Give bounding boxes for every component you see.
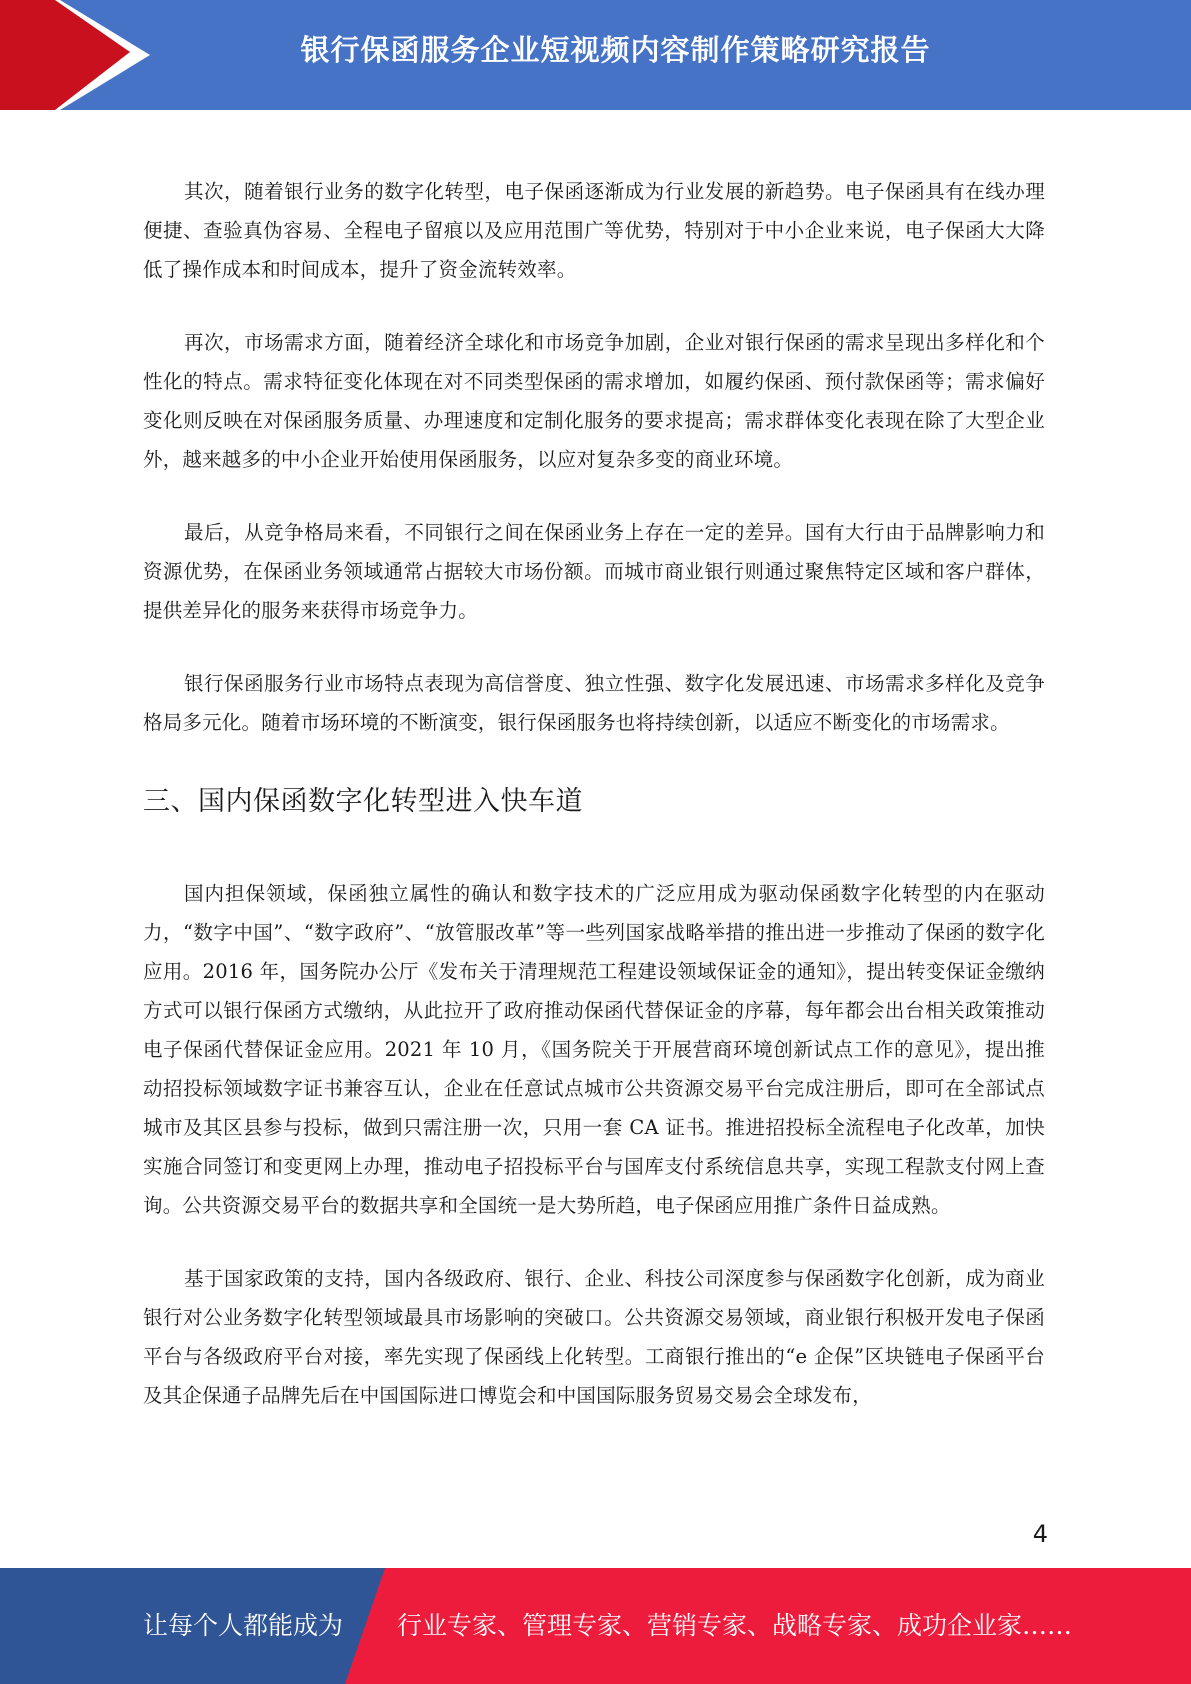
page-number: 4 — [1032, 1520, 1048, 1548]
page-footer — [0, 1568, 1191, 1684]
header-title: 银行保函服务企业短视频内容制作策略研究报告 — [300, 33, 931, 67]
footer-slogan-right: 行业专家、管理专家、营销专家、战略专家、成功企业家…… — [397, 1611, 1073, 1640]
paragraph: 银行保函服务行业市场特点表现为高信誉度、独立性强、数字化发展迅速、市场需求多样化及竞争格局多元化。随着市场环境的不断演变，银行保函服务也将持续创新，以适应不断变化的市场需求。 — [143, 672, 1045, 734]
paragraph: 最后，从竞争格局来看，不同银行之间在保函业务上存在一定的差异。国有大行由于品牌影响力和资源优势，在保函业务领域通常占据较大市场份额。而城市商业银行则通过聚焦特定区域和客户群体，提供差异化的服务来获得市场竞争力。 — [143, 521, 1045, 622]
paragraph: 国内担保领域，保函独立属性的确认和数字技术的广泛应用成为驱动保函数字化转型的内在驱动力，“数字中国”、“数字政府”、“放管服改革”等一些列国家战略举措的推出进一步推动了保函的数字化应用。2016 年，国务院办公厅《发布关于清理规范工程建设领域保证金的通知》，提出转变保证金缴纳方式可以银行保函方式缴纳，从此拉开了政府推动保函代替保证金的序幕，每年都会出台相关政策推动电子保函代替保证金应用。2021 年 10 月，《国务院关于开展营商环境创新试点工作的意见》，提出推动招投标领域数字证书兼容互认，企业在任意试点城市公共资源交易平台完成注册后，即可在全部试点城市及其区县参与投标，做到只需注册一次，只用一套 CA 证书。推进招投标全流程电子化改革，加快实施合同签订和变更网上办理，推动电子招投标平台与国库支付系统信息共享，实现工程款支付网上查询。公共资源交易平台的数据共享和全国统一是大势所趋，电子保函应用推广条件日益成熟。 — [143, 882, 1045, 1217]
document-body — [143, 172, 1045, 1415]
section-heading: 三、国内保函数字化转型进入快车道 — [143, 786, 583, 817]
paragraph: 其次，随着银行业务的数字化转型，电子保函逐渐成为行业发展的新趋势。电子保函具有在线办理便捷、查验真伪容易、全程电子留痕以及应用范围广等优势，特别对于中小企业来说，电子保函大大降低了操作成本和时间成本，提升了资金流转效率。 — [143, 180, 1045, 281]
paragraph: 基于国家政策的支持，国内各级政府、银行、企业、科技公司深度参与保函数字化创新，成为商业银行对公业务数字化转型领域最具市场影响的突破口。公共资源交易领域，商业银行积极开发电子保函平台与各级政府平台对接，率先实现了保函线上化转型。工商银行推出的“e 企保”区块链电子保函平台及其企保通子品牌先后在中国国际进口博览会和中国国际服务贸易交易会全球发布， — [143, 1267, 1045, 1407]
page-header — [0, 0, 1191, 110]
paragraph: 再次，市场需求方面，随着经济全球化和市场竞争加剧，企业对银行保函的需求呈现出多样化和个性化的特点。需求特征变化体现在对不同类型保函的需求增加，如履约保函、预付款保函等；需求偏好变化则反映在对保函服务质量、办理速度和定制化服务的要求提高；需求群体变化表现在除了大型企业外，越来越多的中小企业开始使用保函服务，以应对复杂多变的商业环境。 — [143, 331, 1045, 471]
footer-slogan-left: 让每个人都能成为 — [143, 1611, 344, 1640]
